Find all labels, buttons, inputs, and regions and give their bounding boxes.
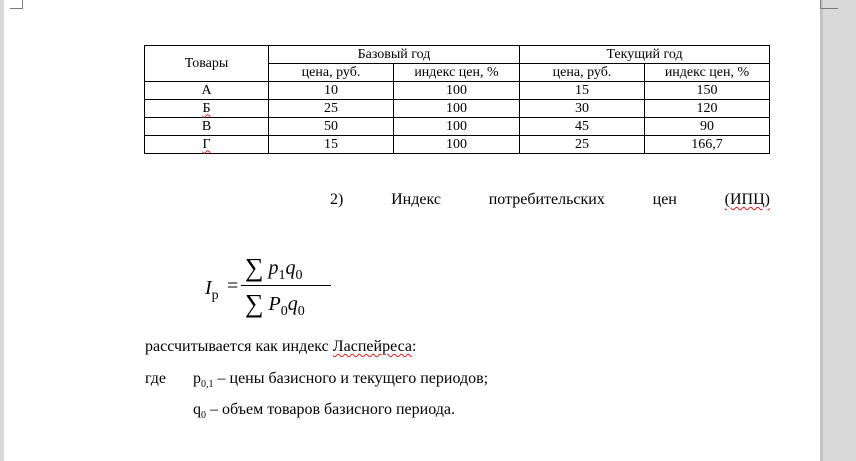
- section-abbrev: (ИПЦ): [724, 191, 770, 208]
- cell-current-price: 30: [520, 100, 645, 118]
- cell-base-index: 100: [394, 100, 520, 118]
- margin-corner-mark-right-h: [820, 8, 838, 9]
- header-base-year: Базовый год: [269, 46, 520, 64]
- cell-current-index: 90: [645, 118, 770, 136]
- subheader-current-price: цена, руб.: [520, 64, 645, 82]
- cell-current-index: 150: [645, 82, 770, 100]
- cell-base-price: 15: [269, 136, 394, 154]
- cell-goods: [145, 136, 269, 154]
- formula-numerator: ∑ $p_1q_0$: [245, 253, 303, 283]
- cell-goods-text: Б: [202, 100, 211, 116]
- cell-current-index: 120: [645, 100, 770, 118]
- margin-corner-mark-left-h: [10, 8, 23, 9]
- definition-p: $p_{0,1}$ – цены базисного и текущего периодов;: [193, 370, 489, 391]
- section-heading-cpi: [330, 191, 770, 209]
- formula-denominator: ∑ $P_0q_0$: [245, 289, 305, 319]
- section-word: Индекс: [391, 191, 441, 208]
- subheader-current-index: индекс цен, %: [645, 64, 770, 82]
- table-row: [145, 118, 770, 136]
- cell-base-price: 10: [269, 82, 394, 100]
- margin-corner-mark-left: [22, 0, 23, 8]
- cell-base-index: 100: [394, 82, 520, 100]
- section-word: цен: [652, 191, 677, 208]
- cell-current-price: 25: [520, 136, 645, 154]
- cell-base-price: 50: [269, 118, 394, 136]
- cell-goods-text: Г: [202, 136, 211, 152]
- cell-current-price: 15: [520, 82, 645, 100]
- cell-current-index: 166,7: [645, 136, 770, 154]
- definition-q: $q_0$ – объем товаров базисного периода.: [193, 401, 455, 422]
- cell-base-index: 100: [394, 136, 520, 154]
- margin-corner-mark-right: [820, 0, 821, 8]
- paragraph-laspeyres: рассчитывается как индекс Ласпейреса:: [145, 338, 417, 355]
- word-laspeyres: Ласпейреса: [332, 338, 412, 355]
- formula-lhs: $I_p$: [205, 277, 219, 303]
- cell-base-index: 100: [394, 118, 520, 136]
- cell-goods: [145, 100, 269, 118]
- section-word: потребительских: [488, 191, 605, 208]
- where-label: где: [145, 370, 167, 387]
- subheader-base-index: индекс цен, %: [394, 64, 520, 82]
- fraction-bar: [241, 285, 331, 286]
- formula-equals: =: [227, 275, 239, 297]
- table-header-row: [145, 46, 770, 64]
- page-shadow: [820, 0, 823, 461]
- subheader-base-price: цена, руб.: [269, 64, 394, 82]
- table-row: [145, 82, 770, 100]
- price-table: [144, 45, 770, 154]
- page-margin-area: [820, 0, 856, 461]
- header-goods: Товары: [145, 46, 269, 82]
- header-current-year: Текущий год: [520, 46, 770, 64]
- table-row: [145, 136, 770, 154]
- cell-current-price: 45: [520, 118, 645, 136]
- cell-goods: А: [145, 82, 269, 100]
- table-row: [145, 100, 770, 118]
- cell-goods: В: [145, 118, 269, 136]
- cell-base-price: 25: [269, 100, 394, 118]
- section-number: 2): [330, 191, 344, 208]
